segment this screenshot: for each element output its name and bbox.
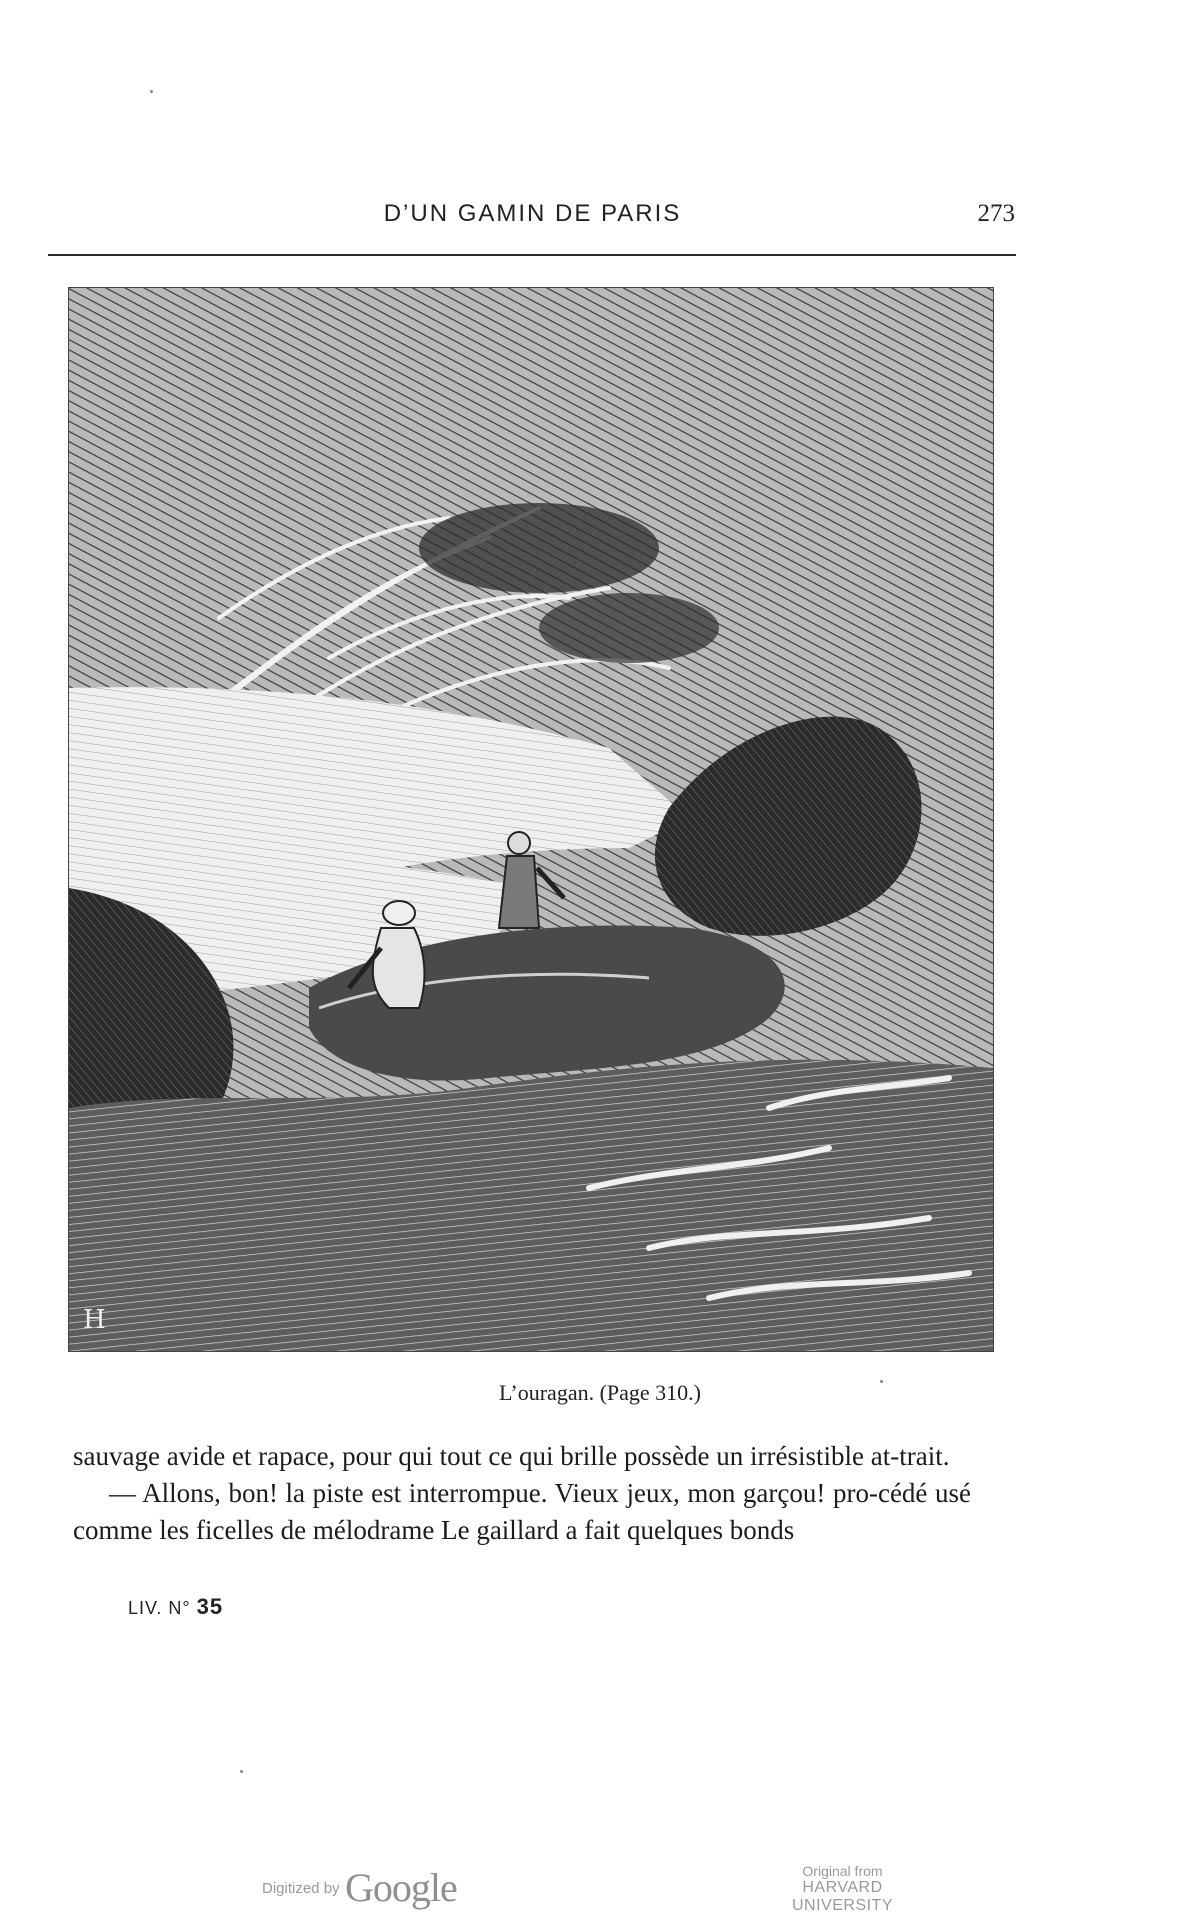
signature-label: LIV. N° [128,1598,191,1618]
signature-number: 35 [196,1594,224,1619]
tree-canopy [419,503,659,593]
google-watermark: Google [345,1865,457,1910]
running-title: D’UN GAMIN DE PARIS [383,200,682,227]
paragraph-continuation: sauvage avide et rapace, pour qui tout ce qui brille possède un irrésistible at-trait. [73,1441,950,1471]
harvard-university-line: HARVARD UNIVERSITY [791,1879,893,1914]
original-from-line: Original from [802,1863,883,1879]
paper-speck [880,1380,883,1383]
engraving-illustration [68,287,994,1352]
paragraph-dialogue: — Allons, bon! la piste est interrompue. Vieux jeux, mon garçou! pro-cédé usé comme les ficelles de mélodrame Le gaillard a fait quelques bonds [73,1478,971,1545]
flood-water [69,1060,993,1351]
paper-speck [240,1770,243,1773]
header-rule [48,254,1016,256]
printer-signature [128,1594,223,1620]
original-from-watermark [755,1863,930,1915]
artist-monogram: H [83,1305,106,1335]
paper-speck [150,90,153,93]
hurricane-engraving [69,288,993,1351]
tree-canopy-lower [539,593,719,663]
running-head [50,200,1015,232]
page-number: 273 [977,200,1015,227]
digitized-by-label: Digitized by [262,1880,340,1897]
illustration-caption: L’ouragan. (Page 310.) [498,1380,702,1405]
body-text [73,1438,971,1549]
